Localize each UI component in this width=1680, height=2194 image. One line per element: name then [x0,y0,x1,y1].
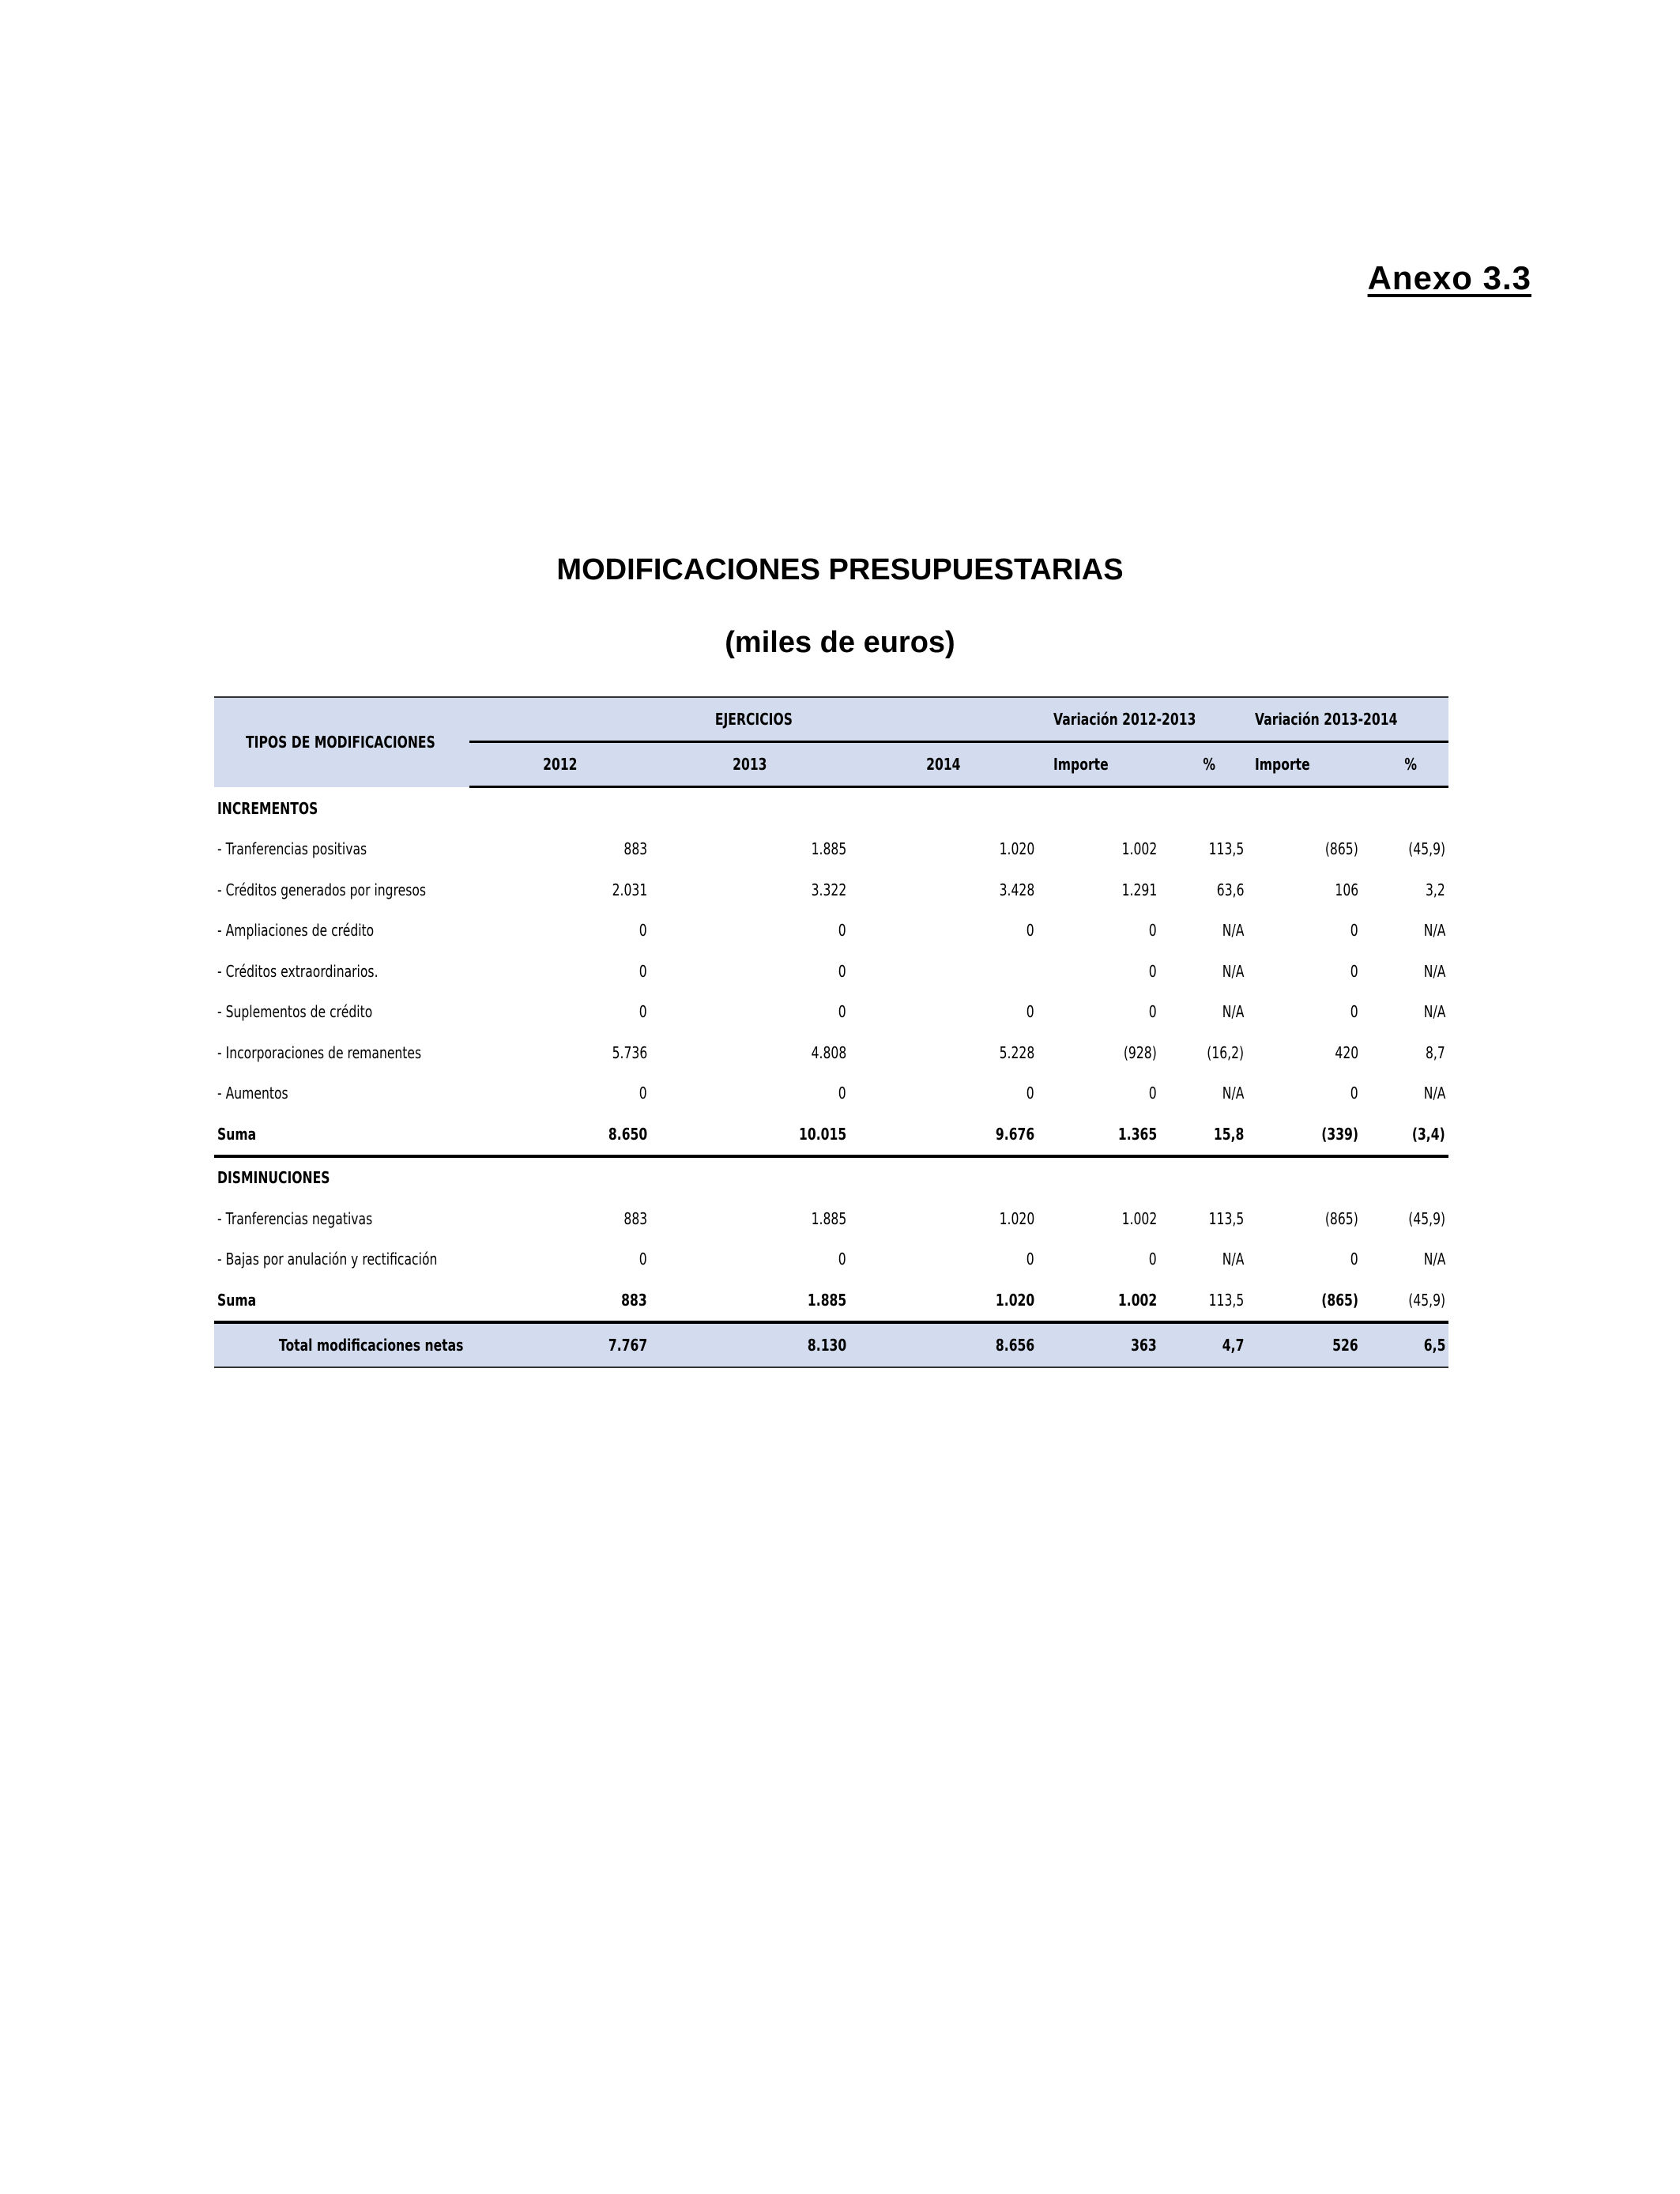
cell-pct-b: N/A [1423,1250,1446,1269]
table-row [214,1198,1448,1239]
cell-importe-b: 106 [1335,880,1359,899]
cell-importe-a: 0 [1149,1250,1158,1269]
table-body [214,787,1448,1367]
cell-importe-a: 0 [1149,961,1158,981]
cell-2012: 5.736 [612,1042,647,1062]
cell-2014: 1.020 [999,1208,1035,1228]
cell-2012: 883 [623,1208,647,1228]
cell-2014: 9.676 [849,1114,1038,1156]
cell-2012: 0 [639,1002,647,1022]
cell-2012: 7.767 [469,1322,650,1367]
cell-importe-a: 1.002 [1121,839,1158,859]
cell-2012: 883 [469,1280,650,1322]
suma-incrementos-row [214,1114,1448,1156]
cell-2014: 0 [1026,1002,1035,1022]
row-label: - Bajas por anulación y rectificación [217,1250,438,1269]
cell-2013: 3.322 [811,880,846,899]
cell-importe-a: 0 [1149,1084,1158,1103]
row-label: - Ampliaciones de crédito [217,921,375,941]
row-label: - Créditos extraordinarios. [217,961,379,981]
header-pct-a: % [1160,742,1247,787]
row-label: - Créditos generados por ingresos [217,880,427,899]
table-row [214,869,1448,910]
cell-2014: 0 [1026,921,1035,941]
cell-importe-b: 0 [1350,921,1359,941]
cell-pct-a: 15,8 [1160,1114,1247,1156]
cell-2013: 0 [838,961,846,981]
header-year-2013: 2013 [650,742,849,787]
table-row [214,1239,1448,1280]
cell-pct-a: (16,2) [1207,1042,1245,1062]
header-importe-a: Importe [1038,742,1160,787]
cell-pct-a: N/A [1222,921,1245,941]
annex-label: Anexo 3.3 [1367,259,1531,296]
cell-2012: 883 [623,839,647,859]
row-label: Total modificaciones netas [214,1322,469,1367]
cell-2014: 8.656 [849,1322,1038,1367]
header-importe-b: Importe [1247,742,1362,787]
cell-importe-b: (865) [1247,1280,1362,1322]
row-label: - Tranferencias positivas [217,839,367,859]
cell-pct-b: N/A [1423,921,1446,941]
row-label: - Aumentos [217,1084,288,1103]
cell-2013: 0 [838,1002,846,1022]
row-label: Suma [214,1280,469,1322]
cell-importe-a: 1.002 [1038,1280,1160,1322]
cell-pct-a: N/A [1222,961,1245,981]
cell-pct-b: (45,9) [1408,1208,1446,1228]
cell-pct-a: 4,7 [1160,1322,1247,1367]
cell-importe-b: 526 [1247,1322,1362,1367]
cell-2012: 0 [639,921,647,941]
cell-2014: 3.428 [999,880,1035,899]
cell-pct-b: N/A [1423,1002,1446,1022]
cell-2014: 5.228 [999,1042,1035,1062]
cell-2012: 2.031 [612,880,647,899]
cell-importe-a: 1.291 [1121,880,1158,899]
header-var-2012-2013: Variación 2012-2013 [1038,697,1247,742]
cell-2014: 1.020 [849,1280,1038,1322]
total-row [214,1322,1448,1367]
cell-importe-a: 0 [1149,1002,1158,1022]
cell-importe-b: 0 [1350,961,1359,981]
cell-2013: 1.885 [811,1208,846,1228]
cell-2013: 10.015 [650,1114,849,1156]
cell-pct-a: 113,5 [1160,1280,1247,1322]
cell-importe-a: 1.002 [1121,1208,1158,1228]
cell-2014: 1.020 [999,839,1035,859]
row-label: - Tranferencias negativas [217,1208,373,1228]
row-label: - Suplementos de crédito [217,1002,373,1022]
cell-2013: 8.130 [650,1322,849,1367]
cell-pct-a: 113,5 [1208,1208,1245,1228]
cell-pct-b: (45,9) [1362,1280,1448,1322]
cell-2013: 0 [838,1084,846,1103]
table-row [214,1073,1448,1114]
cell-2013: 4.808 [811,1042,846,1062]
budget-modifications-table-container [214,696,1448,1368]
header-var-2013-2014: Variación 2013-2014 [1247,697,1448,742]
cell-pct-a: N/A [1222,1002,1245,1022]
suma-disminuciones-row [214,1280,1448,1322]
cell-importe-b: 420 [1335,1042,1359,1062]
cell-2012: 8.650 [469,1114,650,1156]
cell-2013: 0 [838,921,846,941]
row-label: - Incorporaciones de remanentes [217,1042,422,1062]
cell-2013: 1.885 [811,839,846,859]
cell-pct-b: 6,5 [1362,1322,1448,1367]
table-row [214,910,1448,952]
cell-2014 [849,951,1038,992]
header-pct-b: % [1362,742,1448,787]
table-row [214,951,1448,992]
cell-pct-b: (3,4) [1362,1114,1448,1156]
cell-pct-b: (45,9) [1408,839,1446,859]
cell-importe-b: (865) [1325,1208,1359,1228]
cell-2012: 0 [639,1250,647,1269]
budget-modifications-table [214,696,1448,1368]
cell-2012: 0 [639,961,647,981]
cell-pct-a: N/A [1222,1084,1245,1103]
cell-pct-a: 113,5 [1208,839,1245,859]
cell-pct-b: 3,2 [1426,880,1446,899]
row-label: Suma [214,1114,469,1156]
cell-importe-a: 363 [1038,1322,1160,1367]
cell-2014: 0 [1026,1250,1035,1269]
cell-2013: 1.885 [650,1280,849,1322]
cell-importe-a: 1.365 [1038,1114,1160,1156]
table-row [214,1032,1448,1073]
document-subtitle: (miles de euros) [725,626,955,659]
cell-importe-b: 0 [1350,1084,1359,1103]
cell-pct-a: 63,6 [1216,880,1245,899]
section-disminuciones: DISMINUCIONES [217,1168,330,1188]
cell-pct-b: 8,7 [1426,1042,1446,1062]
cell-2012: 0 [639,1084,647,1103]
cell-importe-b: 0 [1350,1250,1359,1269]
section-incrementos: INCREMENTOS [217,798,318,818]
table-header [214,697,1448,787]
cell-importe-b: (865) [1325,839,1359,859]
cell-pct-b: N/A [1423,961,1446,981]
cell-2014: 0 [1026,1084,1035,1103]
header-ejercicios: EJERCICIOS [469,697,1038,742]
header-tipos: TIPOS DE MODIFICACIONES [214,697,469,787]
table-row [214,829,1448,870]
document-title: MODIFICACIONES PRESUPUESTARIAS [556,553,1124,586]
cell-pct-b: N/A [1423,1084,1446,1103]
cell-2013: 0 [838,1250,846,1269]
table-row [214,992,1448,1033]
cell-pct-a: N/A [1222,1250,1245,1269]
header-year-2012: 2012 [469,742,650,787]
header-year-2014: 2014 [849,742,1038,787]
cell-importe-a: (928) [1124,1042,1158,1062]
cell-importe-b: (339) [1247,1114,1362,1156]
cell-importe-a: 0 [1149,921,1158,941]
cell-importe-b: 0 [1350,1002,1359,1022]
